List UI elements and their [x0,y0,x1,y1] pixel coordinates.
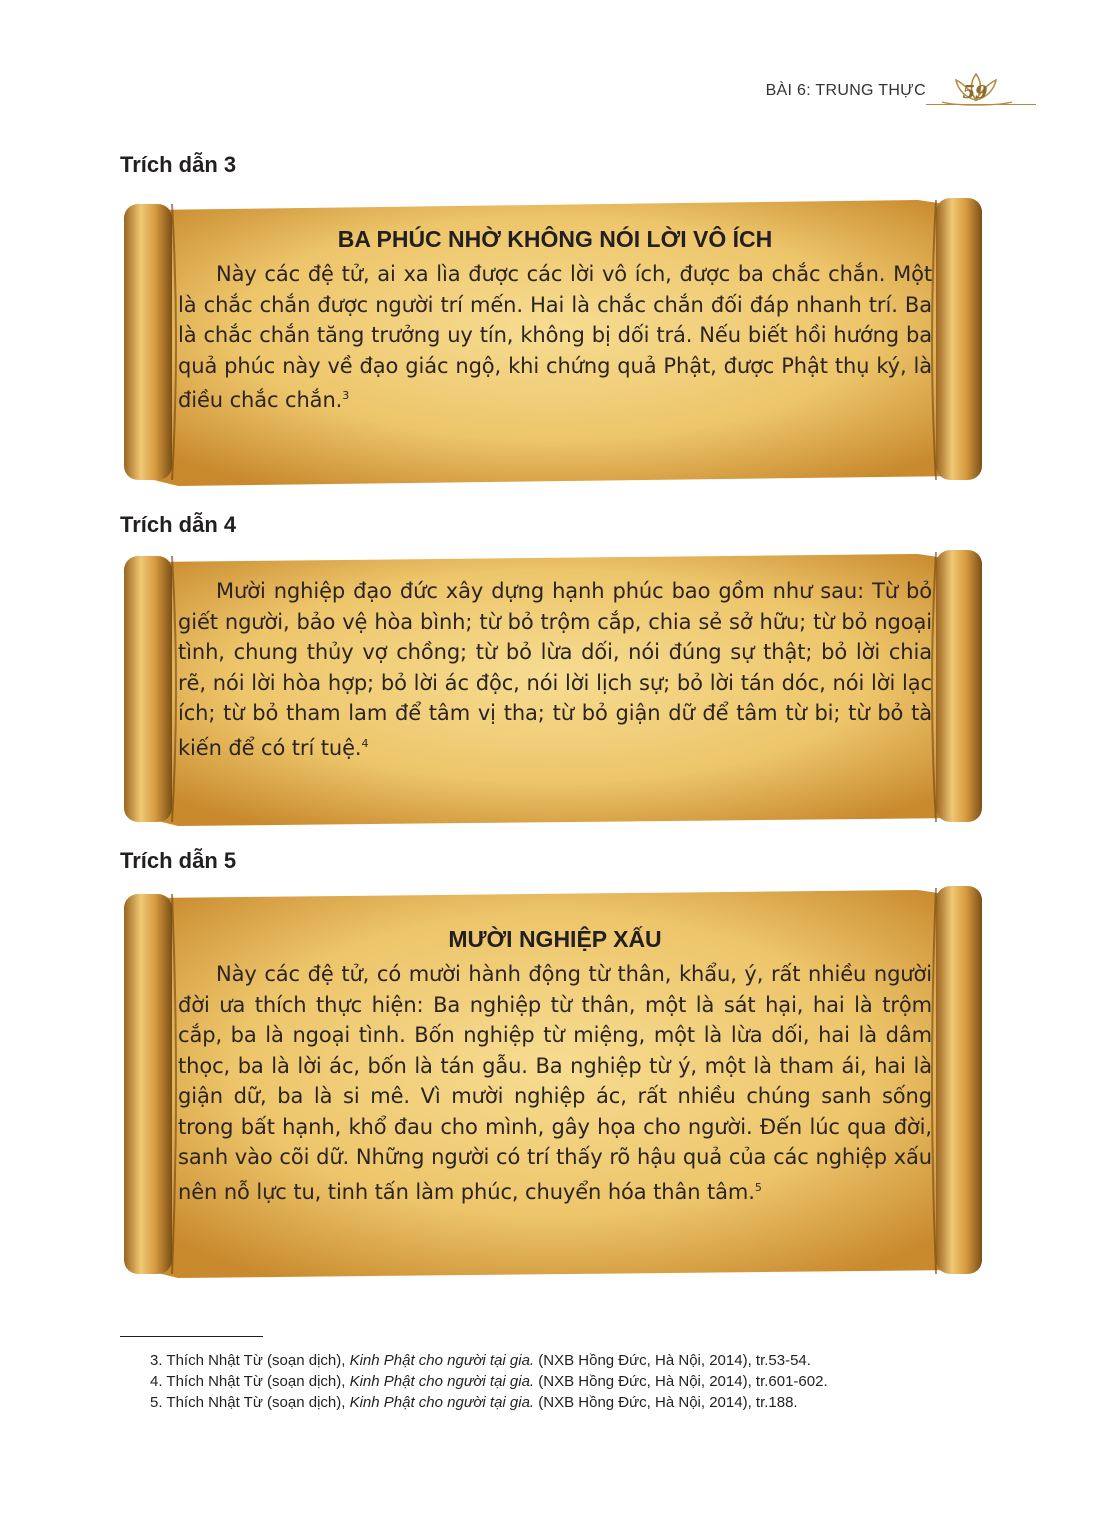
footnote-ref: 5 [754,1180,762,1194]
quote-heading-3: Trích dẫn 3 [120,152,237,177]
scroll-title: MƯỜI NGHIỆP XẤU [448,926,662,952]
chapter-title: BÀI 6: TRUNG THỰC [765,82,926,99]
scroll-body-text: Mười nghiệp đạo đức xây dựng hạnh phúc bao gồm như sau: Từ bỏ giết người, bảo vệ hòa bình; từ bỏ trộm cắp, chia sẻ sở hữu; từ bỏ ngoại tình, chung thủy vợ chồng; từ bỏ lừa dối, nói đúng sự thật; bỏ lời chia rẽ, nói lời hòa hợp; bỏ lời ác độc, nói lời lịch sự; bỏ lời tán dóc, nói lời lạc ích; từ bỏ tham lam để tâm vị tha; từ bỏ giận dữ để tâm từ bi; từ bỏ tà kiến để có trí tuệ.$^4$ [178,579,932,760]
quote-heading-4: Trích dẫn 4 [120,512,237,537]
page-header [676,70,1036,114]
page-number: 59 [962,82,988,103]
parchment-scroll-4 [118,548,988,830]
quote-heading-5: Trích dẫn 5 [120,848,237,873]
footnote-ref: 3 [342,389,350,402]
footnote-item: 5. Thích Nhật Từ (soạn dịch), Kinh Phật cho người tại gia. (NXB Hồng Đức, Hà Nội, 2014), tr.188. [150,1394,798,1411]
scroll-body-text: Này các đệ tử, ai xa lìa được các lời vô ích, được ba chắc chắn. Một là chắc chắn được người trí mến. Hai là chắc chắn đối đáp nhanh trí. Ba là chắc chắn tăng trưởng uy tín, không bị dối trá. Nếu biết hồi hướng ba quả phúc này về đạo giác ngộ, khi chứng quả Phật, được Phật thụ ký, là điều chắc chắn.$^3$ [178,262,932,412]
parchment-scroll-5 [118,884,988,1282]
scroll-title: BA PHÚC NHỜ KHÔNG NÓI LỜI VÔ ÍCH [337,226,773,252]
scroll-body-text: Này các đệ tử, có mười hành động từ thân, khẩu, ý, rất nhiều người đời ưa thích thực hiện: Ba nghiệp từ thân, một là sát hại, hai là trộm cắp, ba là ngoại tình. Bốn nghiệp từ miệng, một là lừa dối, hai là dâm thọc, ba là lời ác, bốn là tán gẫu. Ba nghiệp từ ý, một là tham ái, hai là giận dữ, ba là si mê. Vì mười nghiệp ác, rất nhiều chúng sanh sống trong bất hạnh, khổ đau cho mình, gây họa cho người. Đến lúc qua đời, sanh vào cõi dữ. Những người có trí thấy rõ hậu quả của các nghiệp xấu nên nỗ lực tu, tinh tấn làm phúc, chuyển hóa thân tâm.$^5$ [178,962,932,1204]
footnote-ref: 4 [361,736,369,750]
footnote-rule [120,1336,263,1337]
parchment-scroll-3 [118,196,988,488]
footnotes [120,1350,1000,1413]
footnote-item: 4. Thích Nhật Từ (soạn dịch), Kinh Phật cho người tại gia. (NXB Hồng Đức, Hà Nội, 2014), tr.601-602. [150,1373,828,1390]
footnote-item: 3. Thích Nhật Từ (soạn dịch), Kinh Phật cho người tại gia. (NXB Hồng Đức, Hà Nội, 2014), tr.53-54. [150,1352,811,1369]
